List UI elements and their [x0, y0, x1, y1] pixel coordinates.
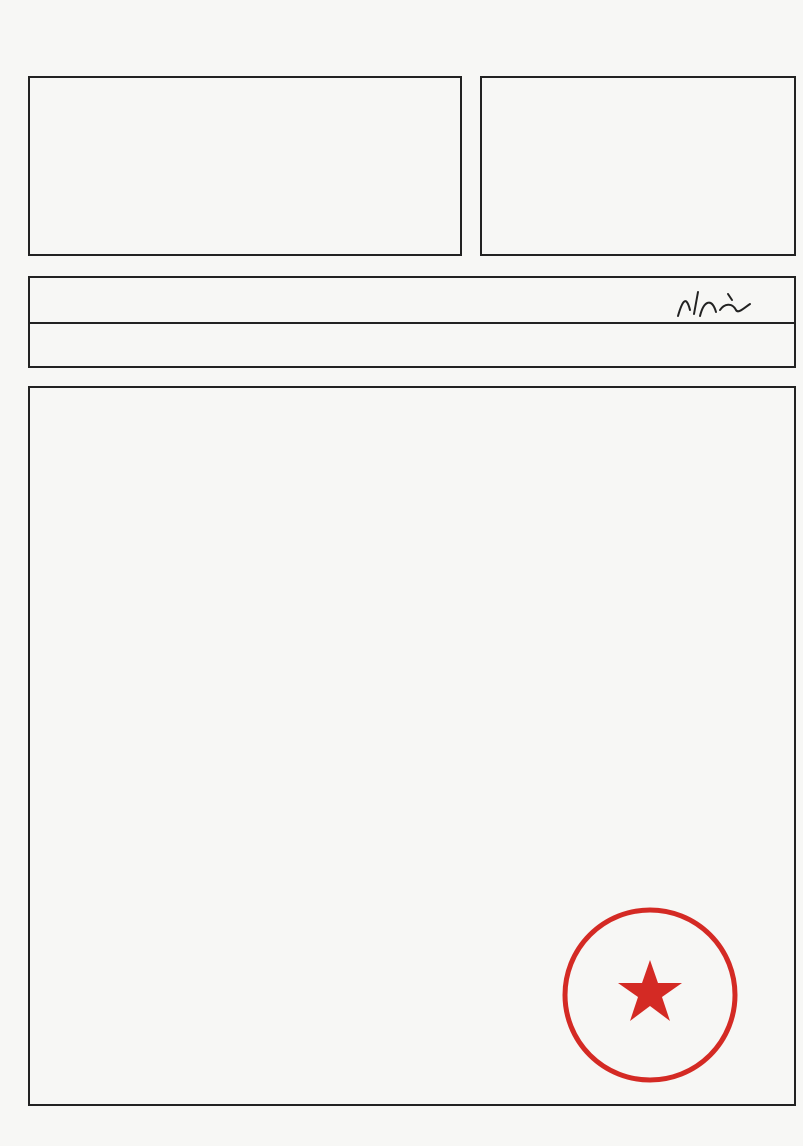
- seal-star-icon: [618, 960, 682, 1021]
- document-number-box: [480, 76, 796, 256]
- qr-barcode-graphic: [538, 38, 796, 64]
- official-seal: [560, 905, 740, 1085]
- barcode-graphic: [270, 96, 422, 114]
- handwritten-signature: [620, 286, 770, 326]
